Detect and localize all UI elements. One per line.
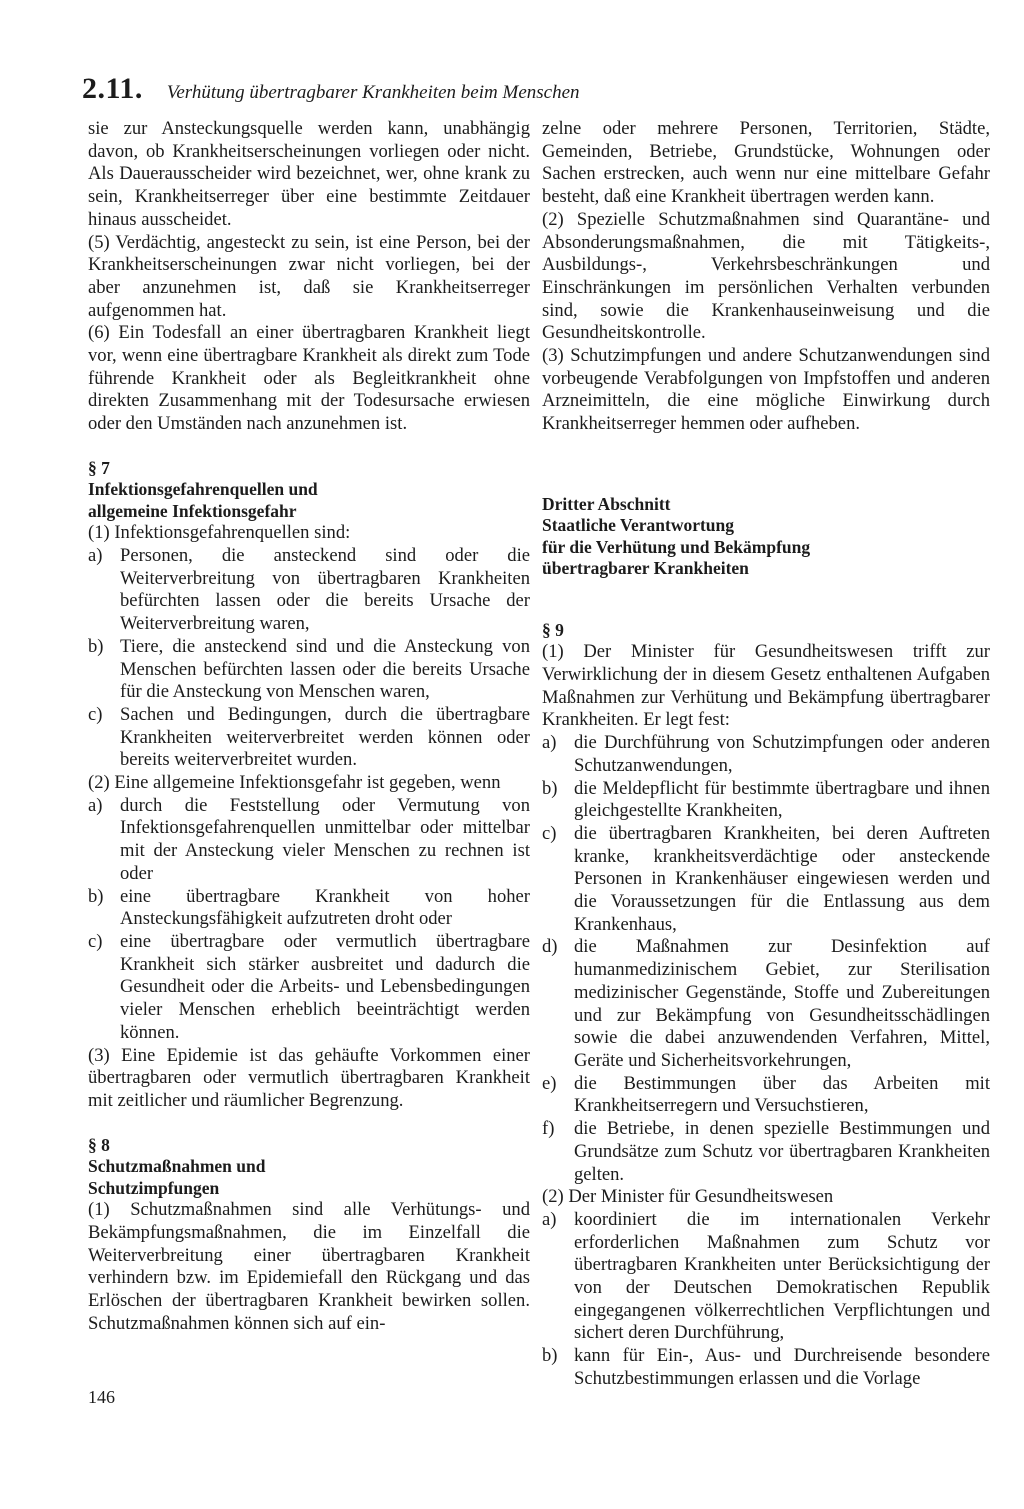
list-item — [542, 1073, 990, 1118]
list-text: die Bestimmungen über das Arbeiten mit Krankheitserregern und Versuchstieren, — [574, 1072, 990, 1117]
list-label: d) — [542, 936, 558, 958]
list-text: die Durchführung von Schutzimpfungen oder anderen Schutzanwendungen, — [574, 732, 990, 776]
list-label: f) — [542, 1118, 555, 1140]
list-label: a) — [88, 545, 103, 567]
paragraph: (1) Der Minister für Gesundheitswesen trifft zur Verwirklichung der in diesem Gesetz enthaltenen Aufgaben Maßnahmen zur Verhütung und Bekämpfung übertragbarer Krankheiten. Er legt fest: — [542, 641, 990, 731]
paragraph: (1) Infektionsgefahrenquellen sind: — [88, 522, 351, 544]
list-item — [88, 886, 530, 931]
list-label: a) — [88, 794, 103, 816]
section-heading: allgemeine Infektionsgefahr — [88, 500, 297, 521]
list-item — [88, 931, 530, 1045]
section-number: § 9 — [542, 619, 564, 640]
paragraph: (3) Schutzimpfungen und andere Schutzanwendungen sind vorbeugende Verabfolgungen von Impfstoffen und anderen Arzneimitteln, die eine mögliche Einwirkung durch Krankheitserreger hemmen oder aufheben. — [542, 345, 990, 435]
list-item — [542, 778, 990, 823]
paragraph: zelne oder mehrere Personen, Territorien, Städte, Gemeinden, Betriebe, Grundstücke, Wohnungen oder Sachen erstrecken, auch wenn nur eine mittelbare Gefahr besteht, daß eine Krankheit übertragen werden kann. — [542, 118, 990, 208]
list-text: eine übertragbare oder vermutlich übertragbare Krankheit sich stärker ausbreitet und dadurch die Gesundheit oder die Arbeits- und Lebensbedingungen vieler Menschen erheblich beeinträchtigt werden können. — [120, 931, 530, 1043]
paragraph: (1) Schutzmaßnahmen sind alle Verhütungs- und Bekämpfungsmaßnahmen, die im Einzelfall die Weiterverbreitung einer übertragbaren Krankheit verhindern bzw. im Epidemiefall den Rückgang und das Erlöschen der übertragbaren Krankheit bewirken sollen. Schutzmaßnahmen können sich auf ein- — [88, 1199, 530, 1334]
list-text: Tiere, die ansteckend sind und die Ansteckung von Menschen befürchten lassen oder die bereits Ursache für die Ansteckung von Menschen waren, — [120, 635, 530, 703]
section-heading: Schutzimpfungen — [88, 1177, 220, 1198]
section-heading: Schutzmaßnahmen und — [88, 1156, 266, 1177]
chapter-number: 2.11. — [82, 72, 143, 105]
left-column — [88, 118, 530, 1335]
paragraph: (2) Der Minister für Gesundheitswesen — [542, 1186, 834, 1208]
section-heading: Infektionsgefahrenquellen und — [88, 479, 318, 500]
list-label: c) — [542, 822, 557, 844]
list-item — [88, 545, 530, 636]
chapter-title: Verhütung übertragbarer Krankheiten beim Menschen — [166, 82, 580, 103]
list-text: Personen, die ansteckend sind oder die Weiterverbreitung von übertragbaren Krankheiten befürchten lassen oder die bereits Ursache der Weiterverbreitung waren, — [120, 545, 530, 635]
part-heading: Staatliche Verantwortung — [542, 515, 735, 536]
list-item — [542, 1118, 990, 1186]
section-number: § 8 — [88, 1134, 110, 1155]
right-column — [542, 118, 990, 1391]
list-label: c) — [88, 931, 103, 952]
list-text: die Meldepflicht für bestimmte übertragbare und ihnen gleichgestellte Krankheiten, — [574, 777, 990, 822]
paragraph: (6) Ein Todesfall an einer übertragbaren Krankheit liegt vor, wenn eine übertragbare Krankheit als direkt zum Tode führende Krankheit oder als Begleitkrankheit ohne direkten Zusammenhang mit der Todesursache erwiesen oder den Umständen nach anzunehmen ist. — [88, 322, 530, 435]
paragraph: (2) Spezielle Schutzmaßnahmen sind Quarantäne- und Absonderungsmaßnahmen, die mit Tätigkeits-, Ausbildungs-, Verkehrsbeschränkungen und Einschränkungen im persönlichen Verhalten verbunden sind, sowie die Krankenhauseinweisung und die Gesundheitskontrolle. — [542, 208, 990, 344]
list-text: kann für Ein-, Aus- und Durchreisende besondere Schutzbestimmungen erlassen und die Vorlage — [574, 1345, 990, 1389]
paragraph: (5) Verdächtig, angesteckt zu sein, ist eine Person, bei der Krankheitserscheinungen zwar nicht vorliegen, bei der aber anzunehmen ist, daß sie Krankheitserreger aufgenommen hat. — [88, 231, 530, 321]
part-heading: übertragbarer Krankheiten — [542, 558, 749, 579]
list-text: durch die Feststellung oder Vermutung von Infektionsgefahrenquellen unmittelbar oder mittelbar mit der Ansteckung vieler Menschen zu rechnen ist oder — [120, 794, 530, 884]
list-text: die Betriebe, in denen spezielle Bestimmungen und Grundsätze zum Schutz vor übertragbaren Krankheiten gelten. — [574, 1118, 990, 1185]
list-text: eine übertragbare Krankheit von hoher Ansteckungsfähigkeit aufzutreten droht oder — [120, 885, 530, 930]
part-heading: Dritter Abschnitt — [542, 493, 671, 514]
running-header — [82, 72, 580, 106]
list-text: die Maßnahmen zur Desinfektion auf humanmedizinischem Gebiet, zur Sterilisation medizinischer Gegenstände, Stoffe und Zubereitungen und zur Bekämpfung von Gesundheitsschädlingen sowie die dabei anzuwendenden Verfahren, Mittel, Geräte und Sicherheitsvorkehrungen, — [574, 936, 990, 1071]
list-item — [542, 1209, 990, 1345]
paragraph: (3) Eine Epidemie ist das gehäufte Vorkommen einer übertragbaren oder vermutlich übertragbaren Krankheit mit zeitlicher und räumlicher Begrenzung. — [88, 1044, 530, 1111]
list-label: b) — [88, 635, 104, 657]
paragraph: sie zur Ansteckungsquelle werden kann, unabhängig davon, ob Krankheitserscheinungen vorliegen oder nicht. Als Dauerausscheider wird bezeichnet, wer, ohne krank zu sein, Krankheitserreger über eine bestimmte Zeitdauer hinaus ausscheidet. — [88, 118, 530, 230]
list-label: a) — [542, 1208, 557, 1230]
list-item — [88, 636, 530, 704]
list-label: b) — [542, 1345, 558, 1367]
list-item — [88, 704, 530, 772]
part-heading: für die Verhütung und Bekämpfung — [542, 536, 811, 557]
list-label: b) — [88, 885, 104, 907]
paragraph: (2) Eine allgemeine Infektionsgefahr ist gegeben, wenn — [88, 772, 501, 794]
list-text: die übertragbaren Krankheiten, bei deren Auftreten kranke, krankheitsverdächtige oder ansteckende Personen in Krankenhäuser eingewiesen werden und die Voraussetzungen für die Entlassung aus dem Krankenhaus, — [574, 822, 990, 935]
section-number: § 7 — [88, 457, 110, 478]
page-number: 146 — [88, 1387, 115, 1407]
list-text: Sachen und Bedingungen, durch die übertragbare Krankheiten weiterverbreitet werden können oder bereits weiterverbreitet wurden. — [120, 703, 530, 771]
list-label: e) — [542, 1072, 557, 1094]
list-item — [542, 1345, 990, 1390]
list-item — [88, 795, 530, 886]
list-item — [542, 823, 990, 937]
list-label: b) — [542, 777, 558, 799]
list-label: a) — [542, 732, 557, 754]
list-text: koordiniert die im internationalen Verkehr erforderlichen Maßnahmen zum Schutz vor übertragbaren Krankheiten unter Berücksichtigung der von der Deutschen Demokratischen Republik eingegangenen völkerrechtlichen Verpflichtungen und sichert deren Durchführung, — [574, 1208, 990, 1344]
list-item — [542, 732, 990, 777]
list-item — [542, 936, 990, 1072]
list-label: c) — [88, 703, 103, 725]
